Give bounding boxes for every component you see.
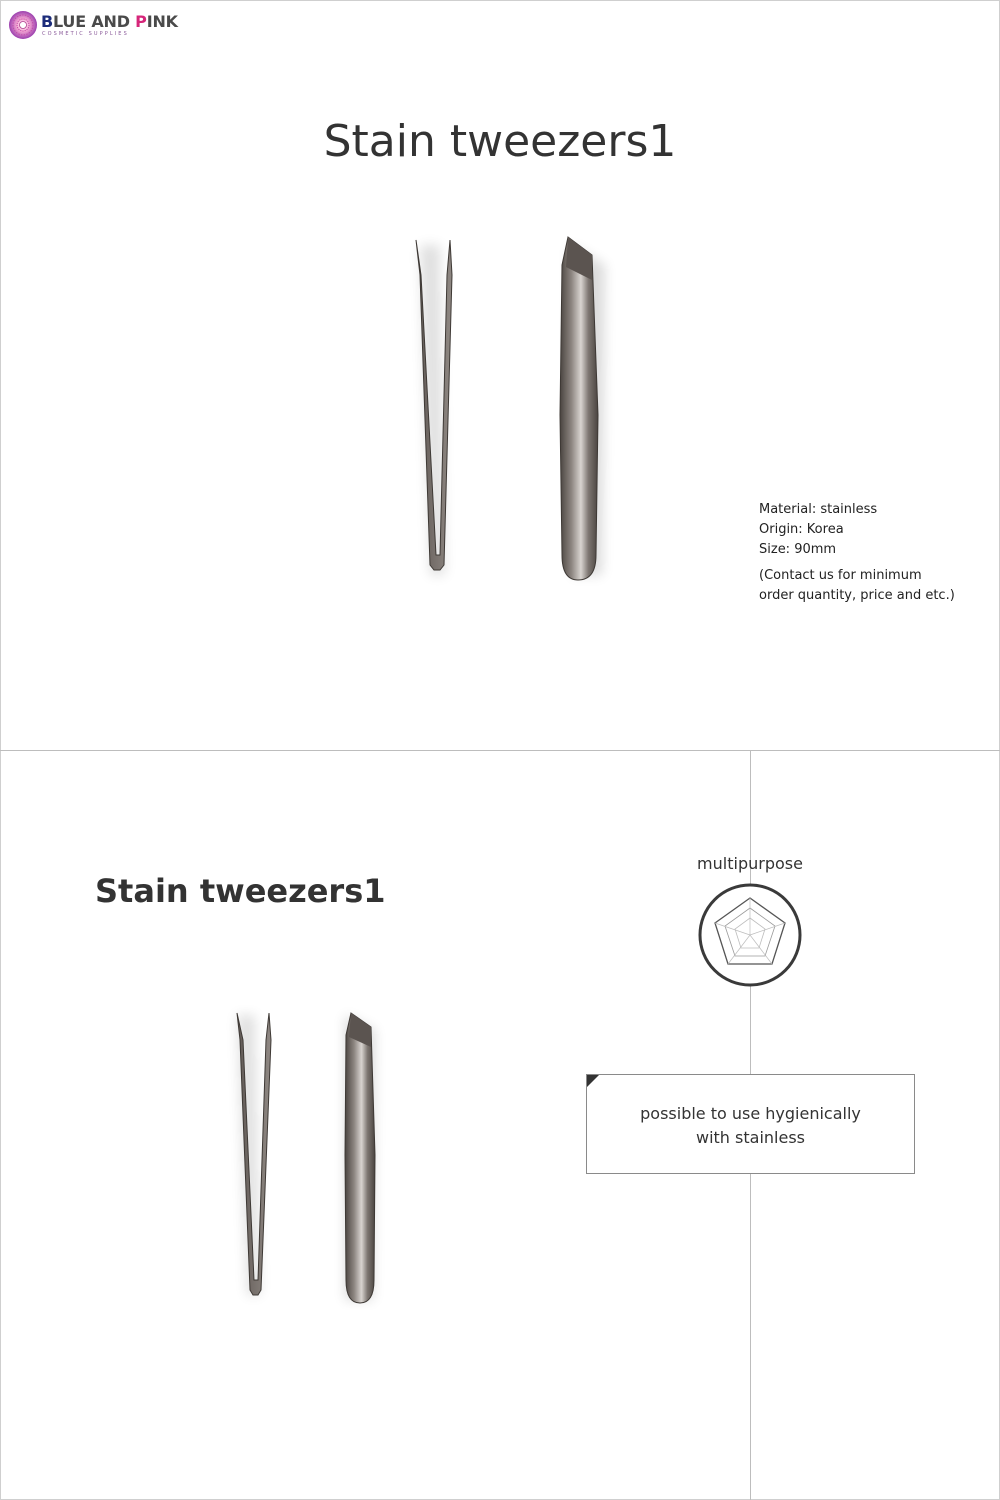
section-divider: [0, 750, 1000, 751]
info-box-corner: [587, 1075, 599, 1087]
brand-name-b: B: [41, 12, 53, 31]
product-photo-bottom: [205, 1005, 425, 1310]
slant-tweezer: [345, 1013, 375, 1303]
info-box-text: [587, 1102, 914, 1150]
brand-name-p: P: [135, 12, 147, 31]
spec-origin: Origin: Korea: [759, 522, 844, 537]
spec-material: Material: stainless: [759, 502, 878, 517]
info-line1: possible to use hygienically: [640, 1104, 861, 1123]
brand-name-ink: INK: [146, 12, 178, 31]
feature-label: multipurpose: [697, 854, 803, 873]
brand-name: [41, 13, 178, 31]
brand-tagline: COSMETIC SUPPLIES: [42, 31, 129, 37]
product-photo-top: [330, 225, 650, 625]
spec-note-line1: (Contact us for minimum: [759, 568, 922, 583]
brand-logo-icon: [8, 10, 38, 40]
info-line2: with stainless: [696, 1128, 805, 1147]
brand-logo[interactable]: [8, 9, 178, 43]
product-title: Stain tweezers1: [323, 116, 677, 167]
info-box: [586, 1074, 915, 1174]
radar-icon: [697, 882, 803, 988]
spec-size: Size: 90mm: [759, 542, 837, 557]
spec-note-line2: order quantity, price and etc.): [759, 588, 955, 603]
spec-list: [759, 500, 955, 606]
spec-note: [759, 566, 955, 606]
detail-title: Stain tweezers1: [95, 872, 386, 910]
slant-tweezer: [560, 237, 598, 580]
brand-name-blue-and: LUE AND: [53, 12, 136, 31]
